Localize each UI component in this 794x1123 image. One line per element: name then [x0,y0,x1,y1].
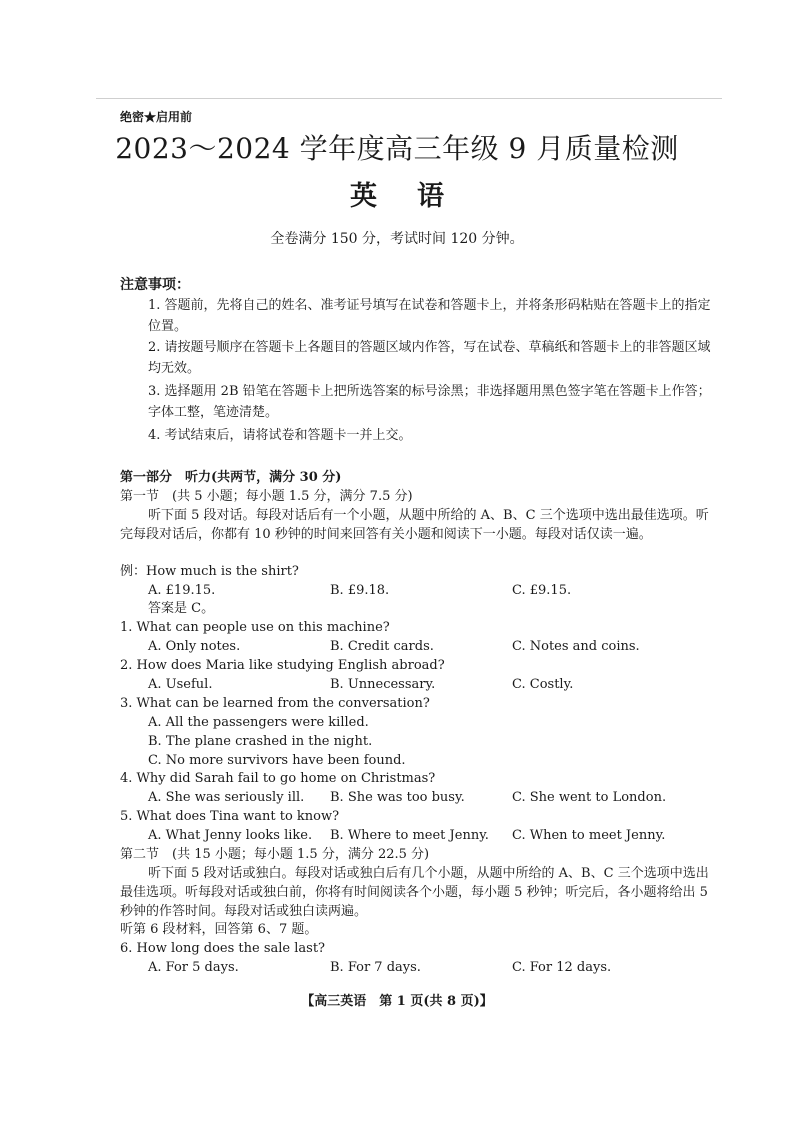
notice-item: 1. 答题前，先将自己的姓名、准考证号填写在试卷和答题卡上，并将条形码粘贴在答题卡上的指定位置。 [148,298,711,334]
example-answer: 答案是 C。 [148,601,215,616]
question-1: 1. What can people use on this machine? [120,620,390,635]
question-5: 5. What does Tina want to know? [120,809,340,824]
example-option-b: B. £9.18. [330,583,390,598]
q1-option-b: B. Credit cards. [330,639,434,654]
notice-item: 4. 考试结束后，请将试卷和答题卡一并上交。 [148,428,412,443]
q4-option-b: B. She was too busy. [330,790,465,805]
example-question: 例：How much is the shirt? [120,564,299,579]
score-time-line: 全卷满分 150 分，考试时间 120 分钟。 [270,231,524,247]
question-2: 2. How does Maria like studying English abroad? [120,658,445,673]
example-option-a: A. £19.15. [148,583,216,598]
q4-option-a: A. She was seriously ill. [148,790,305,805]
example-option-c: C. £9.15. [512,583,572,598]
question-3: 3. What can be learned from the conversation? [120,696,430,711]
exam-title: 2023～2024 学年度高三年级 9 月质量检测 [115,132,679,165]
q5-option-b: B. Where to meet Jenny. [330,828,489,843]
section2-instructions: 听下面 5 段对话或独白。每段对话或独白后有几个小题，从题中所给的 A、B、C 三个选项中选出最佳选项。听每段对话或独白前，你将有时间阅读各个小题，每小题 5 秒钟；听完后，各小题将给出 5 秒钟的作答时间。每段对话或独白读两遍。 [120,866,709,919]
q3-option-c: C. No more survivors have been found. [148,753,406,768]
q1-option-c: C. Notes and coins. [512,639,640,654]
q2-option-c: C. Costly. [512,677,574,692]
q2-option-a: A. Useful. [148,677,213,692]
section2-heading: 第二节 (共 15 小题；每小题 1.5 分，满分 22.5 分) [120,847,430,862]
notice-item: 3. 选择题用 2B 铅笔在答题卡上把所选答案的标号涂黑；非选择题用黑色签字笔在答题卡上作答；字体工整，笔迹清楚。 [148,384,711,420]
notice-heading: 注意事项： [120,277,190,293]
section1-instructions: 听下面 5 段对话。每段对话后有一个小题，从题中所给的 A、B、C 三个选项中选出最佳选项。听完每段对话后，你都有 10 秒钟的时间来回答有关小题和阅读下一小题。每段对话仅读一遍。 [120,508,709,542]
top-divider [96,98,722,99]
material-label: 听第 6 段材料，回答第 6、7 题。 [120,922,318,937]
q3-option-b: B. The plane crashed in the night. [148,734,373,749]
part1-heading: 第一部分 听力(共两节，满分 30 分) [120,470,342,485]
q3-option-a: A. All the passengers were killed. [148,715,369,730]
notice-item: 2. 请按题号顺序在答题卡上各题目的答题区域内作答，写在试卷、草稿纸和答题卡上的非答题区域均无效。 [148,340,711,376]
q2-option-b: B. Unnecessary. [330,677,436,692]
question-6: 6. How long does the sale last? [120,941,326,956]
question-4: 4. Why did Sarah fail to go home on Christmas? [120,771,436,786]
q5-option-c: C. When to meet Jenny. [512,828,666,843]
q1-option-a: A. Only notes. [148,639,241,654]
q6-option-b: B. For 7 days. [330,960,421,975]
section1-heading: 第一节 (共 5 小题；每小题 1.5 分，满分 7.5 分) [120,489,413,504]
q5-option-a: A. What Jenny looks like. [148,828,313,843]
q4-option-c: C. She went to London. [512,790,667,805]
q6-option-a: A. For 5 days. [148,960,239,975]
page-footer: 【高三英语 第 1 页(共 8 页)】 [301,994,493,1009]
q6-option-c: C. For 12 days. [512,960,612,975]
secret-label: 绝密★启用前 [120,110,193,124]
subject-title: 英语 [350,181,484,212]
